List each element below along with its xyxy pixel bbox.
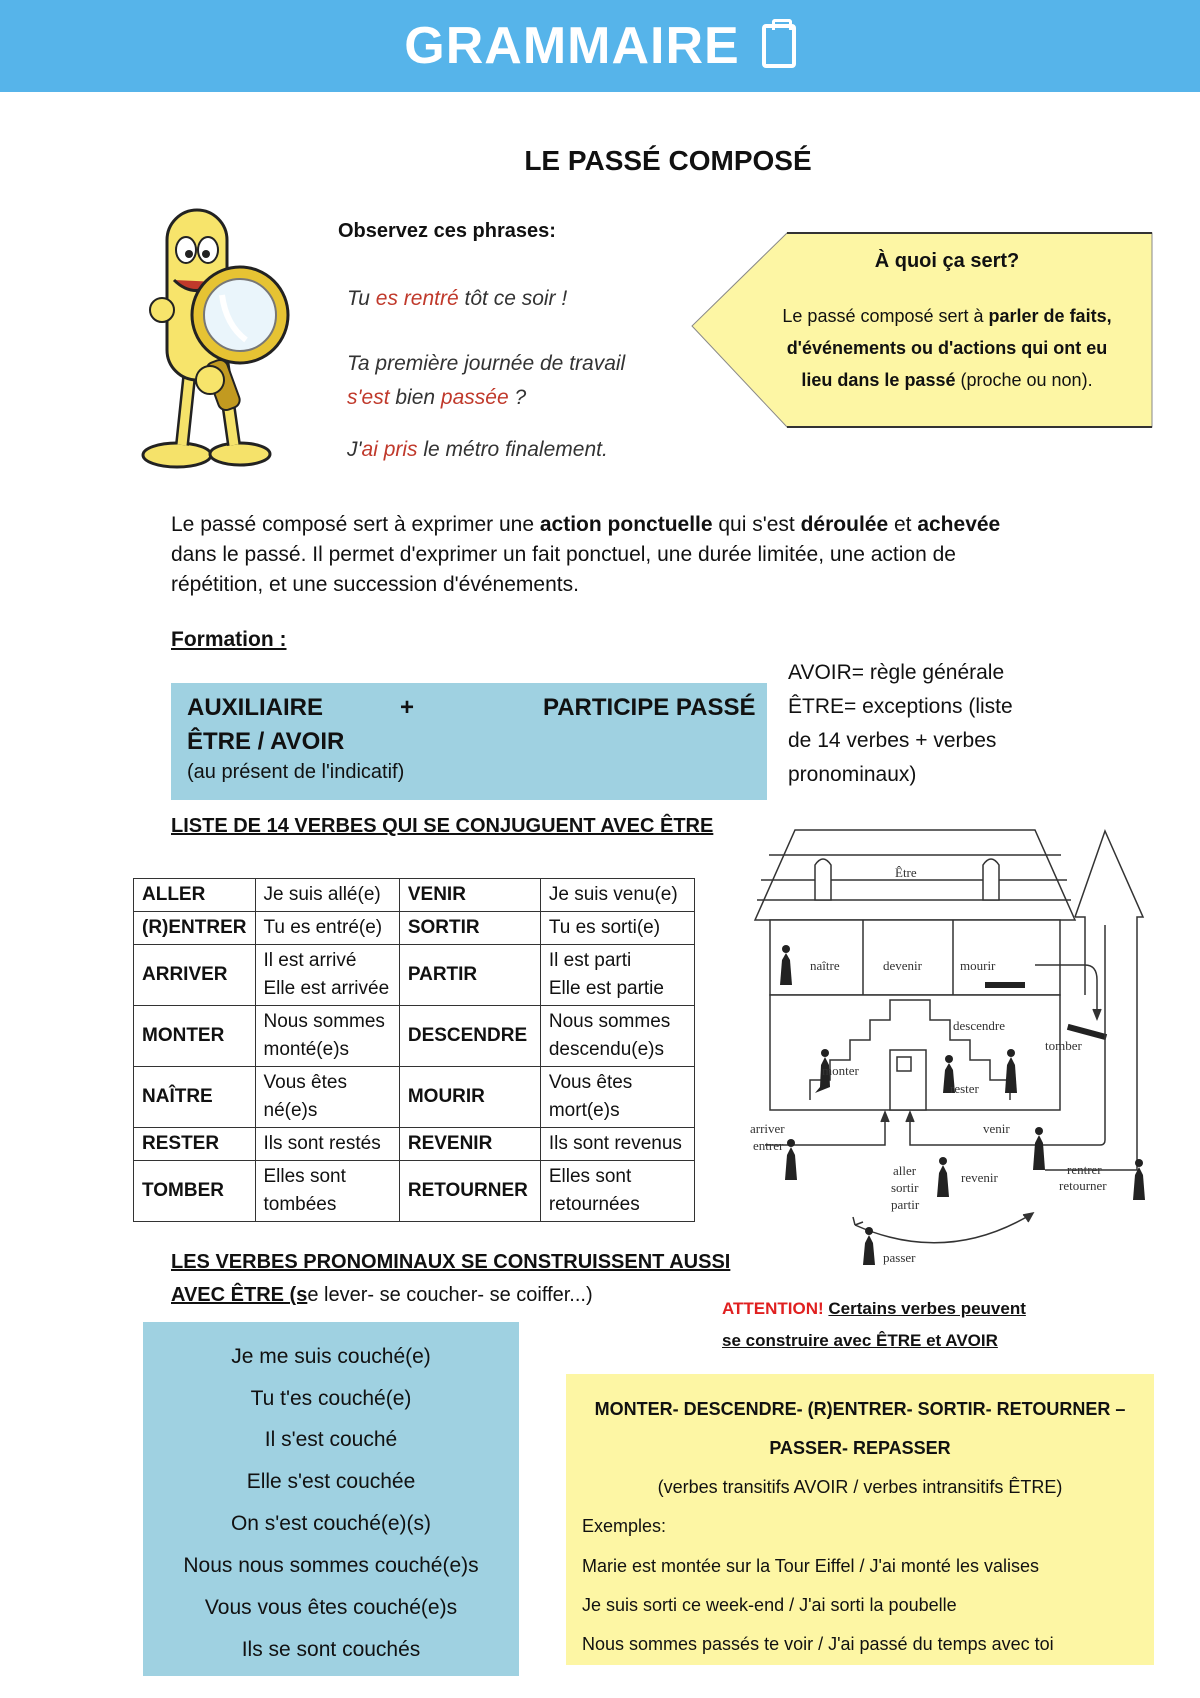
auxiliaire-label: AUXILIAIRE [187,694,324,721]
conjugation-cell: Je suis venu(e) [540,879,694,912]
example-line-3: Nous sommes passés te voir / J'ai passé du temps avec toi [582,1634,1054,1654]
house-label-entrer: entrer [753,1138,784,1153]
conjugation-line: Il s'est couché [264,1428,398,1451]
house-label-naitre: naître [810,958,840,973]
conjugation-cell: Ils sont restés [255,1128,399,1161]
conjugation-line: Elle s'est couchée [246,1470,416,1493]
house-label-revenir: revenir [961,1170,998,1185]
indicatif-note: (au présent de l'indicatif) [187,761,405,783]
house-label-mourir: mourir [960,958,996,973]
house-label-passer: passer [883,1250,916,1265]
page-title: LE PASSÉ COMPOSÉ [524,145,812,176]
yellow-box-line3: (verbes transitifs AVOIR / verbes intransitifs ÊTRE) [657,1477,1063,1497]
attention-note-line2: se construire avec ÊTRE et AVOIR [722,1331,998,1350]
participe-label: PARTICIPE PASSÉ [543,694,756,721]
table-row [134,912,695,945]
conjugation-line: Je me suis couché(e) [231,1345,431,1368]
example-sentence-2: Ta première journée de travail s'est bien passée ? [347,352,626,409]
rule-note: AVOIR= règle générale ÊTRE= exceptions (liste de 14 verbes + verbes pronominaux) [788,661,1013,786]
verb-cell: RETOURNER [399,1161,540,1222]
mascot-magnifier-illustration [122,200,292,472]
house-label-retourner: retourner [1059,1178,1107,1193]
table-row [134,1006,695,1067]
house-label-monter: monter [822,1063,859,1078]
house-label-descendre: descendre [953,1018,1005,1033]
verb-cell: PARTIR [399,945,540,1006]
conjugation-cell: Elles sont retournées [540,1161,694,1222]
house-label-etre: Être [895,865,917,880]
house-label-tomber: tomber [1045,1038,1082,1053]
house-label-sortir: sortir [891,1180,919,1195]
conjugation-cell: Vous êtes mort(e)s [540,1067,694,1128]
table-row [134,879,695,912]
house-label-partir: partir [891,1197,920,1212]
example-sentence-3: J'ai pris le métro finalement. [347,438,608,461]
verb-cell: ALLER [134,879,256,912]
house-label-arriver: arriver [750,1121,785,1136]
verb-cell: RESTER [134,1128,256,1161]
house-label-rentrer: rentrer [1067,1162,1102,1177]
verb-cell: REVENIR [399,1128,540,1161]
header [0,0,1200,92]
conjugation-box [143,1322,519,1676]
header-title: GRAMMAIRE [404,17,740,75]
verb-cell: VENIR [399,879,540,912]
conjugation-cell: Tu es sorti(e) [540,912,694,945]
conjugation-cell: Je suis allé(e) [255,879,399,912]
intro-paragraph: Le passé composé sert à exprimer une action ponctuelle qui s'est déroulée et achevée dans le passé. Il permet d'exprimer un fait ponctuel, une durée limitée, une action de répétition, et une succession d'événements. [171,513,1001,596]
table-row [134,1161,695,1222]
verb-cell: NAÎTRE [134,1067,256,1128]
callout-text: Le passé composé sert à parler de faits, d'événements ou d'actions qui ont eu lieu dans le passé (proche ou non). [782,306,1112,390]
example-line-1: Marie est montée sur la Tour Eiffel / J'ai monté les valises [582,1556,1039,1576]
verb-cell: TOMBER [134,1161,256,1222]
table-row [134,945,695,1006]
house-label-venir: venir [983,1121,1010,1136]
etre-avoir-label: ÊTRE / AVOIR [187,728,345,755]
conjugation-cell: Nous sommes monté(e)s [255,1006,399,1067]
conjugation-cell: Vous êtes né(e)s [255,1067,399,1128]
house-label-aller: aller [893,1163,917,1178]
conjugation-line: Nous nous sommes couché(e)s [183,1554,479,1577]
attention-note: ATTENTION! Certains verbes peuvent [722,1299,1026,1318]
verbs-table [133,878,695,1222]
table-row [134,1128,695,1161]
conjugation-line: Vous vous êtes couché(e)s [204,1596,458,1619]
conjugation-line: Tu t'es couché(e) [250,1387,412,1410]
yellow-box-line2: PASSER- REPASSER [769,1438,951,1458]
conjugation-cell: Nous sommes descendu(e)s [540,1006,694,1067]
verb-cell: MOURIR [399,1067,540,1128]
list-title: LISTE DE 14 VERBES QUI SE CONJUGUENT AVEC ÊTRE [171,815,714,837]
pronominal-title: LES VERBES PRONOMINAUX SE CONSTRUISSENT AUSSI AVEC ÊTRE (se lever- se coucher- se coiffer...) [171,1251,731,1306]
observe-label: Observez ces phrases: [338,220,556,242]
verb-cell: MONTER [134,1006,256,1067]
yellow-box-line1: MONTER- DESCENDRE- (R)ENTRER- SORTIR- RETOURNER – [594,1399,1126,1419]
clipboard-icon [762,24,796,68]
formation-label: Formation : [171,628,287,651]
house-label-devenir: devenir [883,958,922,973]
callout-title: À quoi ça sert? [874,250,1020,272]
verb-cell: ARRIVER [134,945,256,1006]
verb-cell: (R)ENTRER [134,912,256,945]
conjugation-cell: Elles sont tombées [255,1161,399,1222]
conjugation-cell: Ils sont revenus [540,1128,694,1161]
example-sentence-1: Tu es rentré tôt ce soir ! [347,287,568,310]
conjugation-cell: Il est arrivé Elle est arrivée [255,945,399,1006]
examples-label: Exemples: [582,1516,667,1536]
verb-cell: SORTIR [399,912,540,945]
maison-etre-diagram [745,825,1185,1275]
verb-cell: DESCENDRE [399,1006,540,1067]
conjugation-cell: Tu es entré(e) [255,912,399,945]
house-label-rester: rester [950,1081,979,1096]
conjugation-cell: Il est parti Elle est partie [540,945,694,1006]
conjugation-line: On s'est couché(e)(s) [230,1512,432,1535]
table-row [134,1067,695,1128]
example-line-2: Je suis sorti ce week-end / J'ai sorti la poubelle [582,1595,957,1615]
plus-sign: + [400,694,415,721]
conjugation-line: Ils se sont couchés [241,1638,421,1661]
